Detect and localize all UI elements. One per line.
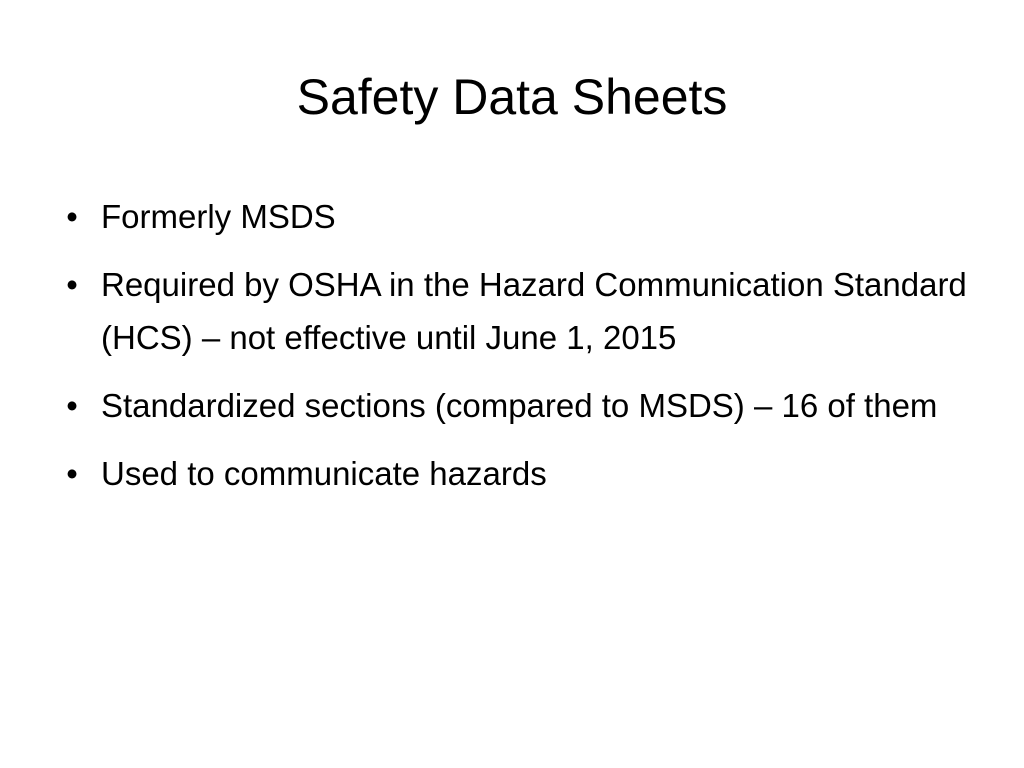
bullet-icon: •: [66, 455, 78, 492]
bullet-icon: •: [66, 387, 78, 424]
bullet-list: [62, 190, 972, 515]
bullet-text: Standardized sections (compared to MSDS) – 16 of them: [101, 387, 938, 424]
slide-title: Safety Data Sheets: [296, 69, 728, 125]
bullet-icon: •: [66, 266, 78, 303]
list-item: [62, 447, 972, 500]
bullet-text: Used to communicate hazards: [101, 455, 547, 492]
bullet-icon: •: [66, 198, 78, 235]
bullet-text: Required by OSHA in the Hazard Communication Standard (HCS) – not effective until June 1, 2015: [101, 266, 967, 356]
list-item: [62, 190, 972, 243]
list-item: [62, 258, 972, 364]
list-item: [62, 379, 972, 432]
bullet-text: Formerly MSDS: [101, 198, 336, 235]
